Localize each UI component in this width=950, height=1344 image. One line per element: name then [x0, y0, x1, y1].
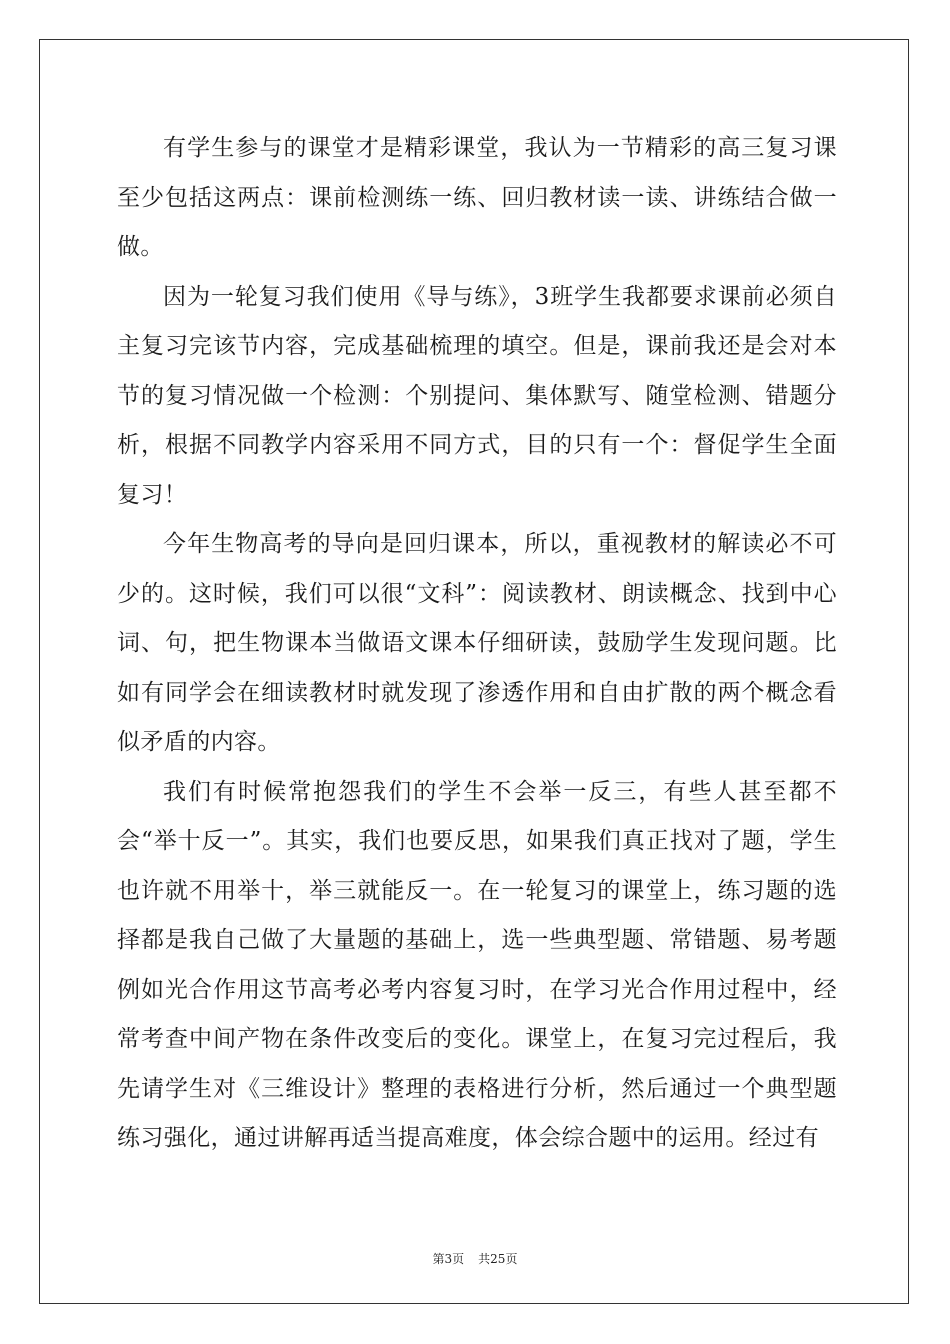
paragraph: 我们有时候常抱怨我们的学生不会举一反三，有些人甚至都不会“举十反一”。其实，我们也要反思，如果我们真正找对了题，学生也许就不用举十，举三就能反一。在一轮复习的课堂上，练习题的选择都是我自己做了大量题的基础上，选一些典型题、常错题、易考题例如光合作用这节高考必考内容复习时，在学习光合作用过程中，经常考查中间产物在条件改变后的变化。课堂上，在复习完过程后，我先请学生对《三维设计》整理的表格进行分析，然后通过一个典型题练习强化，通过讲解再适当提高难度，体会综合题中的运用。经过有 — [117, 778, 837, 1151]
paragraph: 因为一轮复习我们使用《导与练》，3班学生我都要求课前必须自主复习完该节内容，完成基础梳理的填空。但是，课前我还是会对本节的复习情况做一个检测：个别提问、集体默写、随堂检测、错题分析，根据不同教学内容采用不同方式，目的只有一个：督促学生全面复习！ — [117, 283, 837, 508]
document-body — [117, 124, 837, 1164]
page-footer — [0, 1250, 950, 1267]
page-number-total: 共25页 — [478, 1252, 518, 1266]
paragraph: 有学生参与的课堂才是精彩课堂，我认为一节精彩的高三复习课至少包括这两点：课前检测练一练、回归教材读一读、讲练结合做一做。 — [117, 135, 837, 260]
paragraph: 今年生物高考的导向是回归课本，所以，重视教材的解读必不可少的。这时候，我们可以很“文科”：阅读教材、朗读概念、找到中心词、句，把生物课本当做语文课本仔细研读，鼓励学生发现问题。比如有同学会在细读教材时就发现了渗透作用和自由扩散的两个概念看似矛盾的内容。 — [117, 531, 837, 755]
page-number-current: 第3页 — [432, 1252, 465, 1266]
